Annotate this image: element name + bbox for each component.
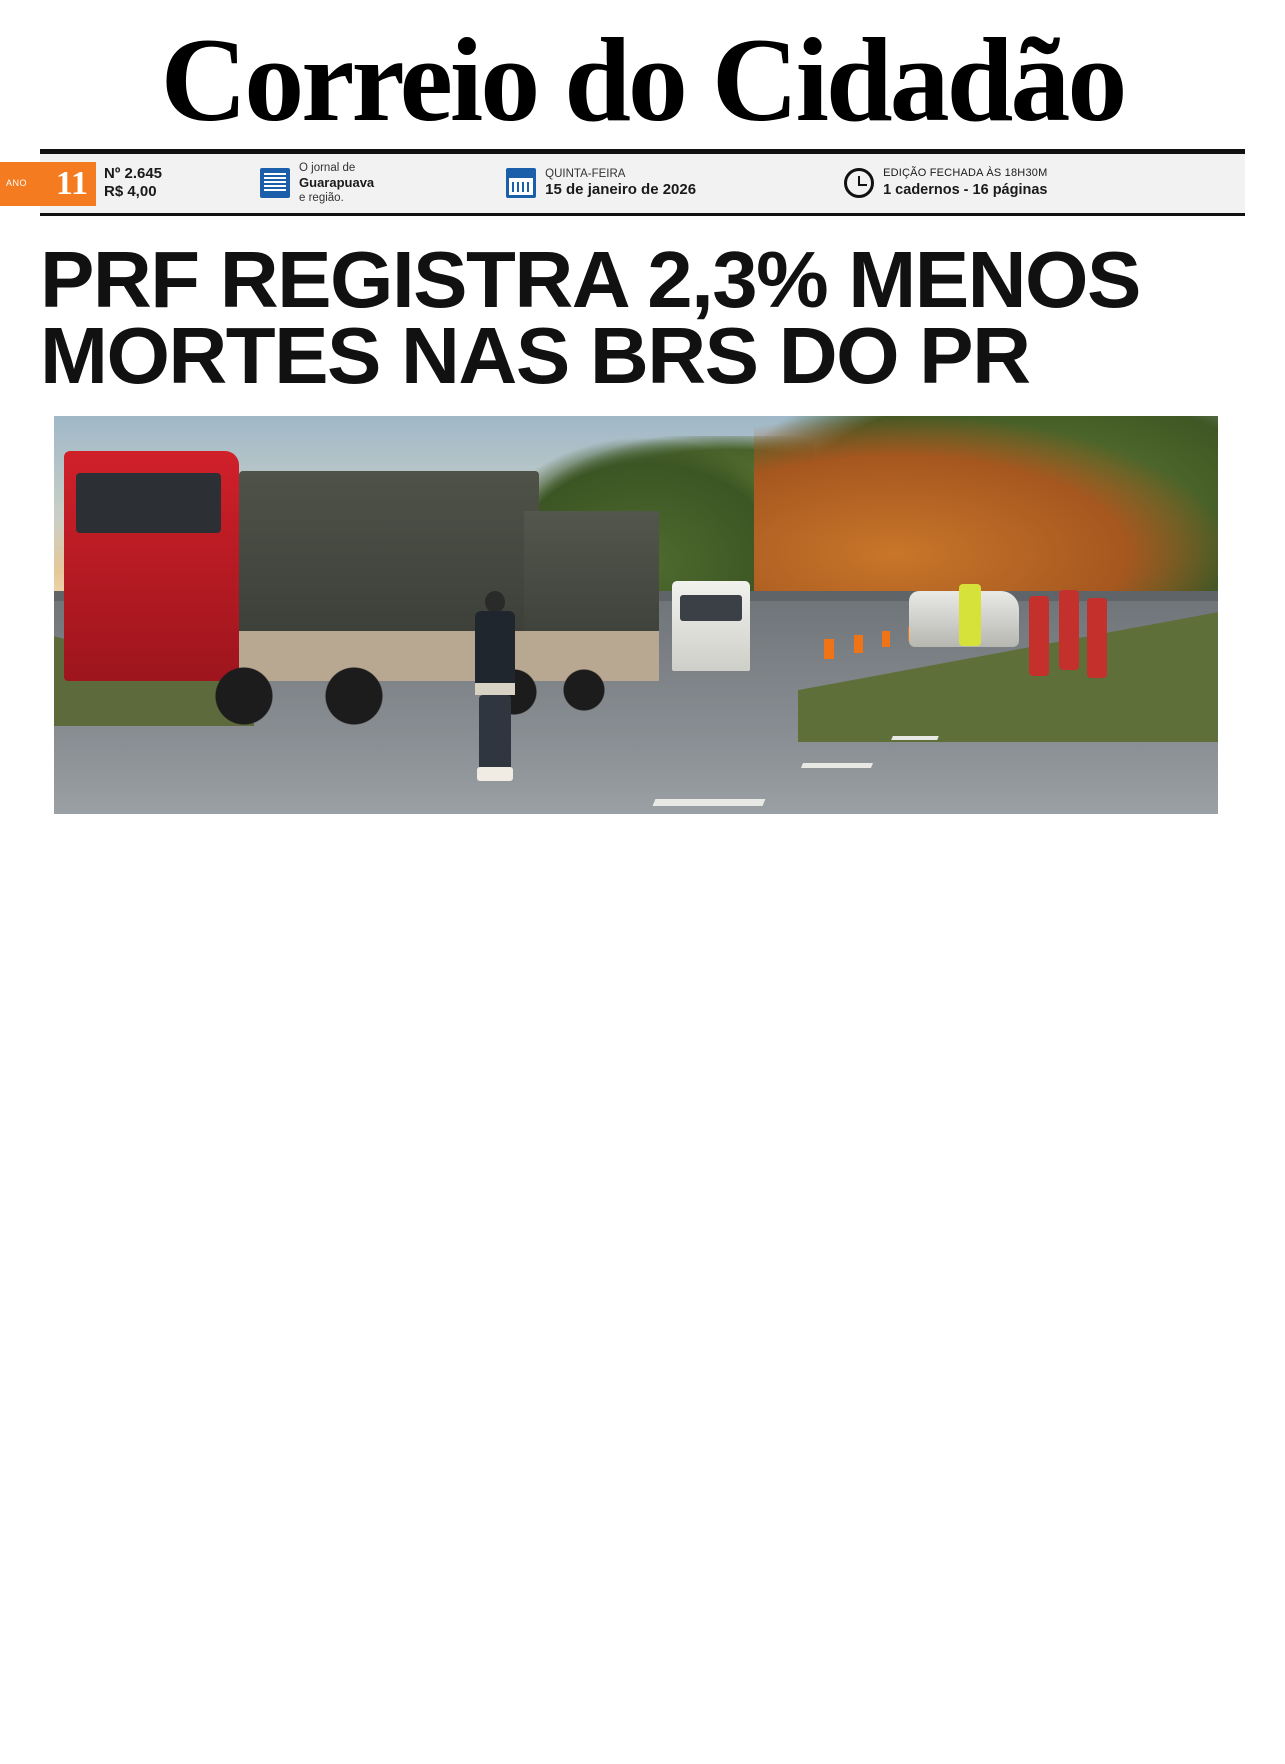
publisher-line3: e região. [299, 192, 344, 205]
date-info [506, 167, 696, 200]
photo-truck-trailer [524, 511, 659, 631]
weekday: QUINTA-FEIRA [545, 167, 626, 180]
photo-truck-cab [64, 451, 239, 681]
photo-truck-wheels [204, 666, 634, 736]
pages-count: 1 cadernos - 16 páginas [883, 182, 1048, 199]
photo-white-truck [672, 581, 750, 671]
clock-icon [844, 168, 874, 198]
main-photo-credit [40, 416, 54, 1764]
main-photo [54, 416, 1218, 814]
photo-firefighters [1029, 584, 1109, 679]
photo-prf-officer [469, 591, 521, 781]
masthead [0, 0, 1285, 146]
photo-lane-mark [891, 736, 939, 740]
photo-worker [959, 584, 981, 646]
publisher-info [260, 161, 374, 206]
year-number: 11 [55, 164, 88, 202]
edition-number: Nº 2.645 [104, 164, 163, 182]
year-badge [0, 162, 96, 206]
edition-price: R$ 4,00 [104, 183, 157, 201]
infobar [6, 154, 1245, 216]
edition-info [104, 165, 162, 203]
date-value: 15 de janeiro de 2026 [545, 181, 697, 199]
photo-lane-mark [801, 763, 873, 768]
photo-lane-mark [653, 799, 766, 806]
page-title: Correio do Cidadão [160, 13, 1125, 146]
main-headline: PRF REGISTRA 2,3% MENOS MORTES NAS BRS DO PR [40, 234, 1140, 400]
closing-label: EDIÇÃO FECHADA ÀS 18H30M [883, 167, 1048, 180]
main-photo-block [40, 416, 1245, 1764]
newspaper-icon [260, 168, 290, 198]
publisher-line1: O jornal de [299, 161, 356, 174]
calendar-icon [506, 168, 536, 198]
year-label: ANO [6, 177, 28, 188]
closing-info [844, 167, 1047, 199]
publisher-line2: Guarapuava [299, 175, 375, 191]
